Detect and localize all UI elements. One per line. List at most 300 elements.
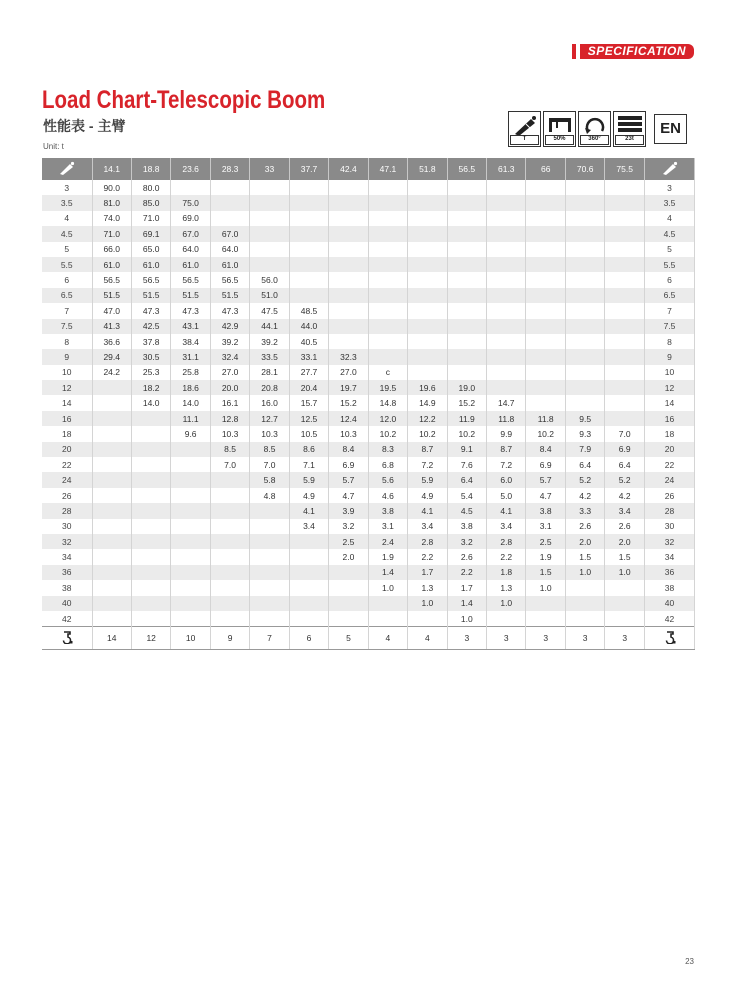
- capacity-cell: 61.0: [92, 257, 131, 272]
- capacity-cell: 39.2: [210, 334, 249, 349]
- falls-cell: 14: [92, 627, 131, 650]
- capacity-cell: [408, 334, 447, 349]
- capacity-cell: [368, 195, 407, 210]
- capacity-cell: [92, 488, 131, 503]
- capacity-cell: 1.0: [447, 611, 486, 627]
- capacity-cell: [487, 303, 526, 318]
- capacity-cell: [526, 334, 565, 349]
- capacity-cell: [565, 272, 604, 287]
- table-row: [42, 411, 695, 426]
- capacity-cell: 61.0: [131, 257, 170, 272]
- capacity-cell: [131, 457, 170, 472]
- radius-cell: 30: [42, 519, 92, 534]
- falls-cell: 9: [210, 627, 249, 650]
- capacity-cell: [408, 288, 447, 303]
- capacity-cell: 7.6: [447, 457, 486, 472]
- capacity-cell: 2.6: [565, 519, 604, 534]
- capacity-cell: 4.2: [565, 488, 604, 503]
- language-badge: EN: [654, 114, 687, 144]
- capacity-cell: [526, 242, 565, 257]
- capacity-cell: [289, 611, 328, 627]
- radius-cell: 26: [645, 488, 695, 503]
- capacity-cell: 27.7: [289, 365, 328, 380]
- capacity-cell: 47.0: [92, 303, 131, 318]
- capacity-cell: [131, 611, 170, 627]
- capacity-cell: 44.0: [289, 319, 328, 334]
- capacity-cell: [171, 442, 210, 457]
- capacity-cell: [289, 180, 328, 195]
- capacity-cell: [447, 180, 486, 195]
- capacity-cell: 56.0: [250, 272, 289, 287]
- capacity-cell: 51.0: [250, 288, 289, 303]
- capacity-cell: [131, 580, 170, 595]
- capacity-cell: [408, 242, 447, 257]
- capacity-cell: [487, 288, 526, 303]
- capacity-cell: [408, 319, 447, 334]
- capacity-cell: 80.0: [131, 180, 170, 195]
- capacity-cell: 9.3: [565, 426, 604, 441]
- table-row: [42, 380, 695, 395]
- capacity-cell: [171, 488, 210, 503]
- capacity-cell: 9.6: [171, 426, 210, 441]
- radius-cell: 22: [42, 457, 92, 472]
- boom-length-header-row: [42, 158, 695, 180]
- unit-label: Unit: t: [43, 142, 64, 151]
- capacity-cell: [526, 611, 565, 627]
- radius-cell: 14: [42, 395, 92, 410]
- radius-cell: 9: [645, 349, 695, 364]
- capacity-cell: [605, 349, 645, 364]
- capacity-cell: 8.4: [526, 442, 565, 457]
- capacity-cell: [565, 580, 604, 595]
- radius-cell: 4: [42, 211, 92, 226]
- capacity-cell: [289, 288, 328, 303]
- capacity-cell: 64.0: [171, 242, 210, 257]
- radius-cell: 7: [42, 303, 92, 318]
- capacity-cell: [250, 534, 289, 549]
- capacity-cell: [526, 349, 565, 364]
- capacity-cell: 5.7: [526, 472, 565, 487]
- capacity-cell: 7.0: [210, 457, 249, 472]
- capacity-cell: 1.0: [565, 565, 604, 580]
- capacity-cell: [526, 395, 565, 410]
- capacity-cell: 56.5: [131, 272, 170, 287]
- capacity-cell: [368, 349, 407, 364]
- capacity-cell: 90.0: [92, 180, 131, 195]
- capacity-cell: 14.9: [408, 395, 447, 410]
- capacity-cell: [368, 242, 407, 257]
- capacity-cell: 1.4: [368, 565, 407, 580]
- radius-cell: 8: [42, 334, 92, 349]
- capacity-cell: 7.9: [565, 442, 604, 457]
- capacity-cell: [289, 534, 328, 549]
- table-row: [42, 211, 695, 226]
- capacity-cell: [131, 565, 170, 580]
- capacity-cell: 43.1: [171, 319, 210, 334]
- capacity-cell: [408, 349, 447, 364]
- radius-cell: 32: [645, 534, 695, 549]
- capacity-cell: 9.1: [447, 442, 486, 457]
- capacity-cell: 18.2: [131, 380, 170, 395]
- capacity-cell: [487, 257, 526, 272]
- capacity-cell: 19.0: [447, 380, 486, 395]
- capacity-cell: [131, 472, 170, 487]
- capacity-cell: [250, 211, 289, 226]
- capacity-cell: [447, 288, 486, 303]
- capacity-cell: 12.0: [368, 411, 407, 426]
- capacity-cell: 71.0: [131, 211, 170, 226]
- capacity-cell: 1.0: [526, 580, 565, 595]
- capacity-cell: [329, 611, 368, 627]
- capacity-cell: 4.2: [605, 488, 645, 503]
- capacity-cell: 2.2: [447, 565, 486, 580]
- capacity-cell: 61.0: [210, 257, 249, 272]
- capacity-cell: 56.5: [171, 272, 210, 287]
- capacity-cell: 65.0: [131, 242, 170, 257]
- capacity-cell: [526, 180, 565, 195]
- capacity-cell: [329, 580, 368, 595]
- table-row: [42, 565, 695, 580]
- table-row: [42, 195, 695, 210]
- capacity-cell: 48.5: [289, 303, 328, 318]
- boom-length-header: 42.4: [329, 158, 368, 180]
- radius-cell: 4.5: [645, 226, 695, 241]
- capacity-cell: 1.5: [526, 565, 565, 580]
- capacity-cell: [605, 611, 645, 627]
- radius-cell: 24: [42, 472, 92, 487]
- capacity-cell: [487, 242, 526, 257]
- capacity-cell: [526, 272, 565, 287]
- capacity-cell: 51.5: [171, 288, 210, 303]
- capacity-cell: [447, 349, 486, 364]
- capacity-cell: 11.8: [526, 411, 565, 426]
- capacity-cell: 20.4: [289, 380, 328, 395]
- capacity-cell: 3.8: [447, 519, 486, 534]
- capacity-cell: [210, 195, 249, 210]
- capacity-cell: [605, 211, 645, 226]
- capacity-cell: [526, 596, 565, 611]
- capacity-cell: 7.2: [408, 457, 447, 472]
- capacity-cell: 3.4: [605, 503, 645, 518]
- capacity-cell: [210, 611, 249, 627]
- capacity-cell: [210, 596, 249, 611]
- capacity-cell: 5.6: [368, 472, 407, 487]
- capacity-cell: 3.1: [368, 519, 407, 534]
- capacity-cell: 3.4: [408, 519, 447, 534]
- capacity-cell: 31.1: [171, 349, 210, 364]
- capacity-cell: [329, 242, 368, 257]
- capacity-cell: 18.6: [171, 380, 210, 395]
- capacity-cell: [92, 549, 131, 564]
- radius-cell: 7: [645, 303, 695, 318]
- radius-cell: 14: [645, 395, 695, 410]
- radius-cell: 3.5: [645, 195, 695, 210]
- capacity-cell: [565, 242, 604, 257]
- capacity-cell: [605, 334, 645, 349]
- capacity-cell: [605, 580, 645, 595]
- capacity-cell: 5.8: [250, 472, 289, 487]
- capacity-cell: [92, 442, 131, 457]
- table-row: [42, 457, 695, 472]
- capacity-cell: [131, 519, 170, 534]
- capacity-cell: 42.5: [131, 319, 170, 334]
- capacity-cell: [408, 365, 447, 380]
- radius-cell: 5: [42, 242, 92, 257]
- capacity-cell: [526, 257, 565, 272]
- capacity-cell: [210, 549, 249, 564]
- capacity-cell: 1.5: [565, 549, 604, 564]
- capacity-cell: 2.6: [605, 519, 645, 534]
- capacity-cell: [329, 565, 368, 580]
- capacity-cell: [447, 334, 486, 349]
- table-row: [42, 472, 695, 487]
- capacity-cell: 16.1: [210, 395, 249, 410]
- boom-length-header: 23.6: [171, 158, 210, 180]
- capacity-cell: 7.2: [487, 457, 526, 472]
- capacity-cell: [368, 272, 407, 287]
- radius-cell: 12: [42, 380, 92, 395]
- capacity-cell: [605, 226, 645, 241]
- capacity-cell: 5.0: [487, 488, 526, 503]
- hook-block-icon: [645, 627, 695, 650]
- capacity-cell: [92, 565, 131, 580]
- capacity-cell: [289, 226, 328, 241]
- radius-cell: 16: [645, 411, 695, 426]
- table-row: [42, 288, 695, 303]
- capacity-cell: [368, 611, 407, 627]
- capacity-cell: [408, 211, 447, 226]
- capacity-cell: [605, 380, 645, 395]
- capacity-cell: [171, 611, 210, 627]
- capacity-cell: [447, 257, 486, 272]
- capacity-cell: 1.3: [487, 580, 526, 595]
- capacity-cell: 15.2: [329, 395, 368, 410]
- radius-cell: 28: [42, 503, 92, 518]
- capacity-cell: [605, 180, 645, 195]
- capacity-cell: 38.4: [171, 334, 210, 349]
- capacity-cell: 14.0: [171, 395, 210, 410]
- capacity-cell: [487, 226, 526, 241]
- capacity-cell: [250, 226, 289, 241]
- falls-cell: 12: [131, 627, 170, 650]
- capacity-cell: [565, 349, 604, 364]
- capacity-cell: [250, 195, 289, 210]
- capacity-cell: 5.4: [447, 488, 486, 503]
- capacity-cell: [526, 288, 565, 303]
- capacity-cell: [329, 288, 368, 303]
- capacity-cell: [368, 334, 407, 349]
- capacity-cell: 6.4: [605, 457, 645, 472]
- capacity-cell: 12.5: [289, 411, 328, 426]
- falls-cell: 3: [605, 627, 645, 650]
- capacity-cell: [605, 195, 645, 210]
- slewing-range-label: 360°: [580, 135, 609, 145]
- table-row: [42, 549, 695, 564]
- boom-length-header: 61.3: [487, 158, 526, 180]
- falls-cell: 6: [289, 627, 328, 650]
- capacity-cell: 12.8: [210, 411, 249, 426]
- capacity-cell: 2.8: [487, 534, 526, 549]
- capacity-cell: 20.8: [250, 380, 289, 395]
- table-row: [42, 519, 695, 534]
- capacity-cell: 4.1: [408, 503, 447, 518]
- capacity-cell: [329, 257, 368, 272]
- table-row: [42, 319, 695, 334]
- capacity-cell: [329, 334, 368, 349]
- capacity-cell: 33.5: [250, 349, 289, 364]
- capacity-cell: [250, 580, 289, 595]
- capacity-cell: [171, 565, 210, 580]
- falls-cell: 3: [565, 627, 604, 650]
- capacity-cell: 9.5: [565, 411, 604, 426]
- capacity-cell: 4.9: [289, 488, 328, 503]
- capacity-cell: 32.4: [210, 349, 249, 364]
- falls-cell: 3: [447, 627, 486, 650]
- counterweight-label: 23t: [615, 135, 644, 145]
- capacity-cell: [447, 365, 486, 380]
- table-row: [42, 488, 695, 503]
- capacity-cell: 30.5: [131, 349, 170, 364]
- boom-length-header: 70.6: [565, 158, 604, 180]
- radius-cell: 4: [645, 211, 695, 226]
- capacity-cell: [368, 226, 407, 241]
- capacity-cell: 5.9: [408, 472, 447, 487]
- capacity-cell: [565, 596, 604, 611]
- capacity-cell: [447, 242, 486, 257]
- capacity-cell: 33.1: [289, 349, 328, 364]
- capacity-cell: [131, 534, 170, 549]
- capacity-cell: [210, 503, 249, 518]
- capacity-cell: 2.5: [526, 534, 565, 549]
- configuration-icons: [508, 111, 687, 147]
- table-row: [42, 242, 695, 257]
- capacity-cell: 69.1: [131, 226, 170, 241]
- radius-cell: 6: [42, 272, 92, 287]
- capacity-cell: 12.7: [250, 411, 289, 426]
- capacity-cell: 2.2: [408, 549, 447, 564]
- capacity-cell: 20.0: [210, 380, 249, 395]
- capacity-cell: 1.7: [408, 565, 447, 580]
- radius-cell: 7.5: [645, 319, 695, 334]
- radius-cell: 24: [645, 472, 695, 487]
- capacity-cell: 10.3: [250, 426, 289, 441]
- radius-cell: 10: [645, 365, 695, 380]
- capacity-cell: [210, 565, 249, 580]
- boom-length-header: 56.5: [447, 158, 486, 180]
- capacity-cell: 85.0: [131, 195, 170, 210]
- radius-boom-icon: [645, 158, 695, 180]
- capacity-cell: 10.3: [210, 426, 249, 441]
- capacity-cell: c: [368, 365, 407, 380]
- falls-cell: 3: [487, 627, 526, 650]
- capacity-cell: [605, 242, 645, 257]
- hook-block-icon: [42, 627, 92, 650]
- capacity-cell: 74.0: [92, 211, 131, 226]
- radius-cell: 5.5: [645, 257, 695, 272]
- capacity-cell: 11.9: [447, 411, 486, 426]
- radius-cell: 3.5: [42, 195, 92, 210]
- capacity-cell: 56.5: [210, 272, 249, 287]
- capacity-cell: 6.4: [447, 472, 486, 487]
- radius-cell: 5.5: [42, 257, 92, 272]
- capacity-cell: [368, 180, 407, 195]
- boom-length-header: 28.3: [210, 158, 249, 180]
- capacity-cell: 27.0: [329, 365, 368, 380]
- capacity-cell: [210, 519, 249, 534]
- capacity-cell: [289, 195, 328, 210]
- capacity-cell: 19.5: [368, 380, 407, 395]
- capacity-cell: [250, 503, 289, 518]
- capacity-cell: 32.3: [329, 349, 368, 364]
- capacity-cell: [171, 534, 210, 549]
- capacity-cell: 8.5: [210, 442, 249, 457]
- table-row: [42, 503, 695, 518]
- capacity-cell: [131, 426, 170, 441]
- capacity-cell: 4.9: [408, 488, 447, 503]
- capacity-cell: [250, 611, 289, 627]
- capacity-cell: 47.3: [131, 303, 170, 318]
- capacity-cell: 1.7: [447, 580, 486, 595]
- capacity-cell: 67.0: [171, 226, 210, 241]
- capacity-cell: [526, 211, 565, 226]
- capacity-cell: 4.7: [526, 488, 565, 503]
- radius-cell: 42: [42, 611, 92, 627]
- section-tag-bar: [572, 44, 576, 59]
- capacity-cell: 5.9: [289, 472, 328, 487]
- radius-cell: 26: [42, 488, 92, 503]
- capacity-cell: 2.2: [487, 549, 526, 564]
- capacity-cell: [250, 257, 289, 272]
- boom-length-header: 75.5: [605, 158, 645, 180]
- capacity-cell: 8.5: [250, 442, 289, 457]
- capacity-cell: 12.2: [408, 411, 447, 426]
- capacity-cell: [605, 395, 645, 410]
- capacity-cell: [250, 565, 289, 580]
- capacity-cell: [605, 303, 645, 318]
- capacity-cell: 25.8: [171, 365, 210, 380]
- capacity-cell: [131, 442, 170, 457]
- capacity-cell: [329, 272, 368, 287]
- capacity-cell: [171, 519, 210, 534]
- capacity-cell: [526, 365, 565, 380]
- radius-cell: 28: [645, 503, 695, 518]
- boom-mode-label: T: [510, 135, 539, 145]
- capacity-cell: [526, 303, 565, 318]
- capacity-cell: 3.2: [447, 534, 486, 549]
- capacity-cell: [131, 596, 170, 611]
- capacity-cell: [250, 549, 289, 564]
- capacity-cell: 12.4: [329, 411, 368, 426]
- capacity-cell: [565, 395, 604, 410]
- capacity-cell: [329, 319, 368, 334]
- capacity-cell: [210, 534, 249, 549]
- radius-boom-icon: [42, 158, 92, 180]
- radius-cell: 9: [42, 349, 92, 364]
- capacity-cell: [92, 534, 131, 549]
- capacity-cell: 10.2: [447, 426, 486, 441]
- radius-cell: 6: [645, 272, 695, 287]
- capacity-cell: [447, 319, 486, 334]
- capacity-cell: 3.3: [565, 503, 604, 518]
- capacity-cell: [408, 195, 447, 210]
- capacity-cell: [210, 488, 249, 503]
- capacity-cell: 71.0: [92, 226, 131, 241]
- capacity-cell: 40.5: [289, 334, 328, 349]
- capacity-cell: 10.3: [329, 426, 368, 441]
- capacity-cell: [131, 411, 170, 426]
- capacity-cell: [565, 365, 604, 380]
- capacity-cell: 8.7: [408, 442, 447, 457]
